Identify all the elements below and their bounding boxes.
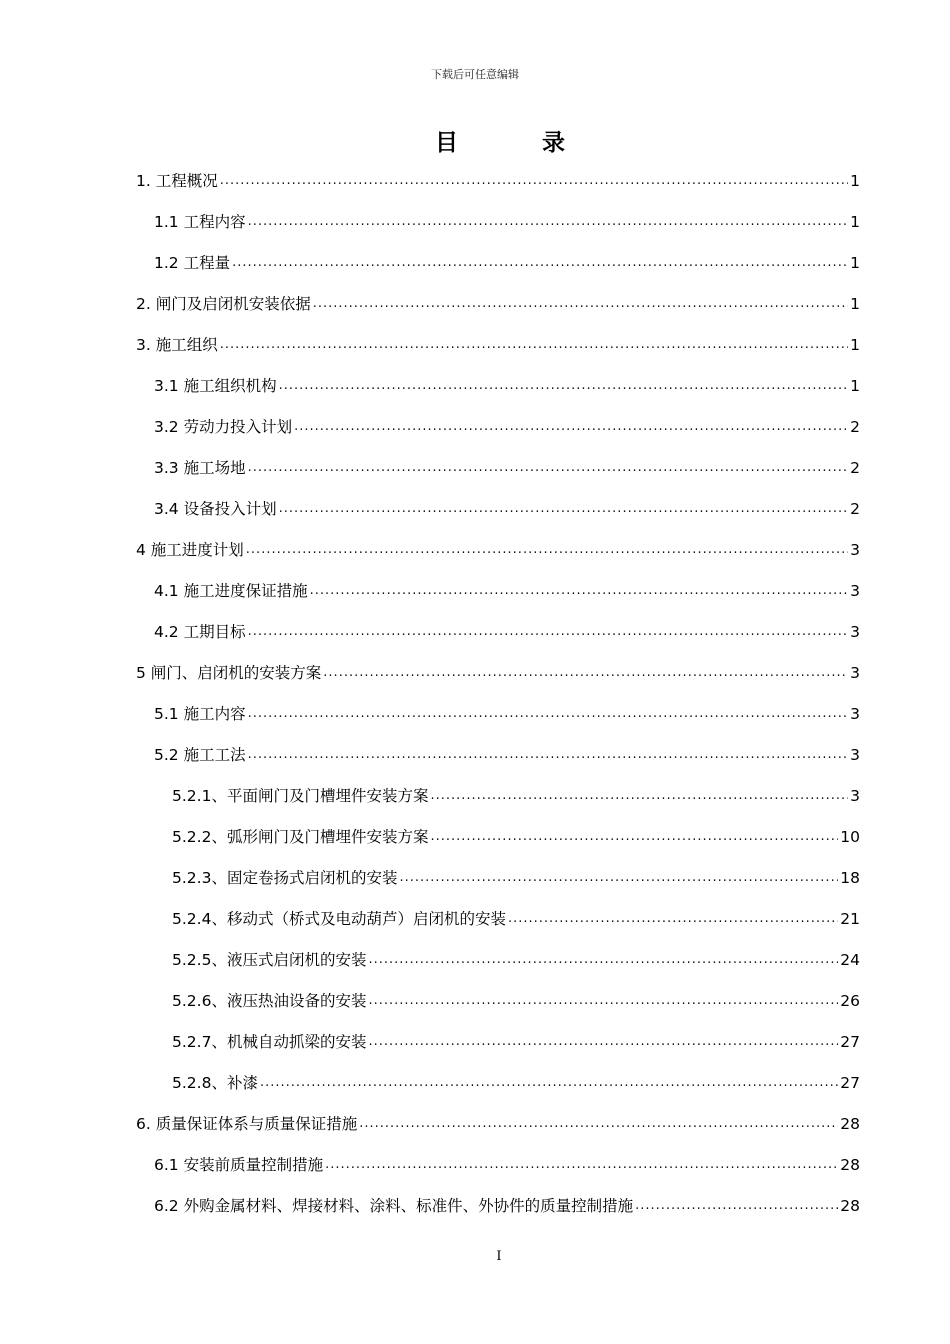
toc-entry-title: 3.3 施工场地 — [154, 459, 246, 477]
toc-entry-page: 1 — [850, 254, 860, 272]
toc-entry[interactable] — [136, 521, 860, 562]
toc-entry[interactable] — [136, 603, 860, 644]
toc-dot-leader — [430, 786, 848, 806]
toc-entry[interactable] — [136, 275, 860, 316]
toc-entry-title: 5.2.6、液压热油设备的安装 — [172, 992, 367, 1010]
toc-entry-title: 1.2 工程量 — [154, 254, 231, 272]
toc-dot-leader — [220, 171, 848, 191]
toc-entry-title: 5.2 施工工法 — [154, 746, 246, 764]
toc-dot-leader — [248, 745, 849, 765]
toc-entry-title: 3.1 施工组织机构 — [154, 377, 277, 395]
toc-dot-leader — [368, 991, 838, 1011]
toc-dot-leader — [260, 1073, 838, 1093]
toc-entry-title: 1. 工程概况 — [136, 172, 218, 190]
toc-dot-leader — [248, 458, 849, 478]
header-note: 下载后可任意编辑 — [431, 68, 519, 81]
toc-entry[interactable] — [136, 685, 860, 726]
toc-entry-page: 3 — [850, 541, 860, 559]
toc-dot-leader — [508, 909, 838, 929]
toc-entry-title: 3. 施工组织 — [136, 336, 218, 354]
toc-entry-page: 28 — [840, 1115, 860, 1133]
toc-entry[interactable] — [136, 808, 860, 849]
toc-entry-page: 28 — [840, 1197, 860, 1215]
toc-entry-page: 3 — [850, 746, 860, 764]
toc-entry-title: 5.2.7、机械自动抓梁的安装 — [172, 1033, 367, 1051]
toc-entry-page: 3 — [850, 582, 860, 600]
toc-entry[interactable] — [136, 1054, 860, 1095]
toc-entry[interactable] — [136, 726, 860, 767]
toc-dot-leader — [279, 499, 849, 519]
toc-entry-title: 4.2 工期目标 — [154, 623, 246, 641]
toc-entry-title: 5.2.2、弧形闸门及门槽埋件安装方案 — [172, 828, 429, 846]
toc-entry-page: 27 — [840, 1074, 860, 1092]
toc-entry-title: 6. 质量保证体系与质量保证措施 — [136, 1115, 358, 1133]
toc-entry-page: 1 — [850, 336, 860, 354]
toc-entry[interactable] — [136, 767, 860, 808]
toc-entry-title: 6.2 外购金属材料、焊接材料、涂料、标准件、外协件的质量控制措施 — [154, 1197, 634, 1215]
toc-entry-page: 2 — [850, 459, 860, 477]
toc-dot-leader — [248, 704, 849, 724]
toc-entry[interactable] — [136, 398, 860, 439]
toc-dot-leader — [323, 663, 848, 683]
toc-entry[interactable] — [136, 480, 860, 521]
toc-dot-leader — [310, 581, 849, 601]
toc-entry[interactable] — [136, 1136, 860, 1177]
toc-entry-title: 3.2 劳动力投入计划 — [154, 418, 293, 436]
toc-entry-title: 5.2.1、平面闸门及门槽埋件安装方案 — [172, 787, 429, 805]
toc-title: 目 录 — [434, 129, 603, 156]
toc-dot-leader — [232, 253, 848, 273]
toc-entry[interactable] — [136, 316, 860, 357]
toc-entry-title: 5.2.3、固定卷扬式启闭机的安装 — [172, 869, 398, 887]
page-number: I — [496, 1249, 502, 1264]
toc-dot-leader — [368, 950, 838, 970]
toc-dot-leader — [313, 294, 848, 314]
toc-entry[interactable] — [136, 972, 860, 1013]
table-of-contents — [136, 152, 860, 1218]
toc-entry[interactable] — [136, 357, 860, 398]
toc-entry-page: 1 — [850, 172, 860, 190]
toc-entry-title: 5.1 施工内容 — [154, 705, 246, 723]
toc-entry-page: 10 — [840, 828, 860, 846]
toc-entry-page: 26 — [840, 992, 860, 1010]
toc-entry-page: 1 — [850, 377, 860, 395]
toc-dot-leader — [430, 827, 838, 847]
toc-entry-title: 1.1 工程内容 — [154, 213, 246, 231]
toc-entry-page: 2 — [850, 418, 860, 436]
toc-entry-title: 5.2.4、移动式（桥式及电动葫芦）启闭机的安装 — [172, 910, 506, 928]
toc-entry-page: 3 — [850, 787, 860, 805]
toc-dot-leader — [399, 868, 838, 888]
toc-dot-leader — [220, 335, 848, 355]
toc-entry-title: 4.1 施工进度保证措施 — [154, 582, 308, 600]
toc-entry[interactable] — [136, 193, 860, 234]
toc-entry-title: 6.1 安装前质量控制措施 — [154, 1156, 324, 1174]
toc-entry[interactable] — [136, 890, 860, 931]
toc-entry[interactable] — [136, 152, 860, 193]
toc-entry[interactable] — [136, 849, 860, 890]
toc-dot-leader — [248, 212, 849, 232]
toc-entry-title: 4 施工进度计划 — [136, 541, 244, 559]
toc-entry-page: 3 — [850, 705, 860, 723]
toc-entry-page: 28 — [840, 1156, 860, 1174]
toc-dot-leader — [246, 540, 848, 560]
toc-entry-page: 1 — [850, 213, 860, 231]
toc-entry[interactable] — [136, 1177, 860, 1218]
toc-entry-page: 18 — [840, 869, 860, 887]
toc-entry[interactable] — [136, 1013, 860, 1054]
toc-entry-title: 5.2.5、液压式启闭机的安装 — [172, 951, 367, 969]
toc-entry-page: 21 — [840, 910, 860, 928]
toc-entry-title: 2. 闸门及启闭机安装依据 — [136, 295, 311, 313]
toc-entry-page: 24 — [840, 951, 860, 969]
toc-entry[interactable] — [136, 439, 860, 480]
toc-entry-title: 5 闸门、启闭机的安装方案 — [136, 664, 322, 682]
toc-entry[interactable] — [136, 931, 860, 972]
toc-entry-page: 1 — [850, 295, 860, 313]
toc-dot-leader — [279, 376, 849, 396]
toc-dot-leader — [248, 622, 849, 642]
toc-entry[interactable] — [136, 644, 860, 685]
toc-entry-page: 3 — [850, 664, 860, 682]
toc-entry-page: 27 — [840, 1033, 860, 1051]
toc-entry[interactable] — [136, 562, 860, 603]
toc-dot-leader — [635, 1196, 838, 1216]
toc-entry[interactable] — [136, 234, 860, 275]
toc-dot-leader — [359, 1114, 838, 1134]
toc-entry-page: 2 — [850, 500, 860, 518]
toc-entry-title: 5.2.8、补漆 — [172, 1074, 258, 1092]
toc-dot-leader — [294, 417, 848, 437]
toc-entry-page: 3 — [850, 623, 860, 641]
toc-entry-title: 3.4 设备投入计划 — [154, 500, 277, 518]
toc-dot-leader — [325, 1155, 838, 1175]
toc-entry[interactable] — [136, 1095, 860, 1136]
toc-dot-leader — [368, 1032, 838, 1052]
